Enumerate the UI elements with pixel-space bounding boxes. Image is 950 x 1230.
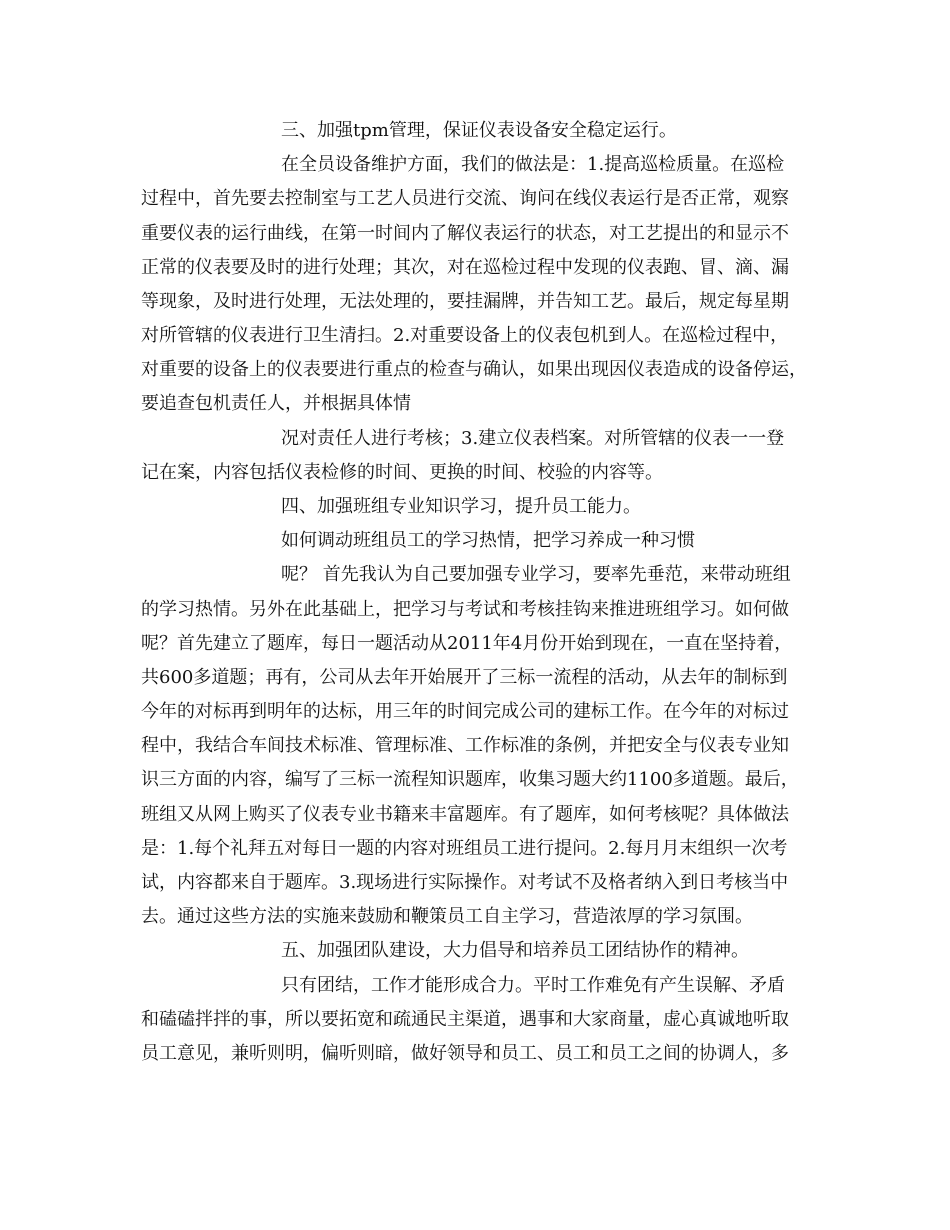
section-heading-tpm: 三、加强tpm管理，保证仪表设备安全稳定运行。: [281, 120, 677, 141]
paragraph-line: 共600多道题；再有，公司从去年开始展开了三标一流程的活动，从去年的制标到: [141, 667, 788, 688]
section-heading-learning: 四、加强班组专业知识学习，提升员工能力。: [281, 496, 641, 517]
paragraph-line: 识三方面的内容，编写了三标一流程知识题库，收集习题大约1100多道题。最后，: [141, 769, 799, 790]
paragraph-line: 程中，我结合车间技术标准、管理标准、工作标准的条例，并把安全与仪表专业知: [141, 735, 789, 756]
paragraph-line: 在全员设备维护方面，我们的做法是：1.提高巡检质量。在巡检: [281, 154, 785, 175]
paragraph-line: 是：1.每个礼拜五对每日一题的内容对班组员工进行提问。2.每月月末组织一次考: [141, 838, 788, 859]
paragraph-line: 去。通过这些方法的实施来鼓励和鞭策员工自主学习，营造浓厚的学习氛围。: [141, 906, 753, 927]
paragraph-line: 要追查包机责任人，并根据具体情: [141, 393, 411, 414]
paragraph-line: 对所管辖的仪表进行卫生清扫。2.对重要设备上的仪表包机到人。在巡检过程中，: [141, 325, 789, 346]
paragraph-line: 如何调动班组员工的学习热情，把学习养成一种习惯: [281, 530, 695, 551]
paragraph-line: 过程中，首先要去控制室与工艺人员进行交流、询问在线仪表运行是否正常，观察: [141, 188, 789, 209]
paragraph-line: 员工意见，兼听则明，偏听则暗，做好领导和员工、员工和员工之间的协调人，多: [141, 1043, 789, 1064]
paragraph-line: 记在案，内容包括仪表检修的时间、更换的时间、校验的内容等。: [141, 462, 663, 483]
paragraph-line: 和磕磕拌拌的事，所以要拓宽和疏通民主渠道，遇事和大家商量，虚心真诚地听取: [141, 1009, 789, 1030]
paragraph-line: 对重要的设备上的仪表要进行重点的检查与确认，如果出现因仪表造成的设备停运，: [141, 359, 807, 380]
paragraph-line: 呢？首先建立了题库，每日一题活动从2011年4月份开始到现在，一直在坚持着，: [141, 633, 793, 654]
paragraph-line: 等现象，及时进行处理，无法处理的，要挂漏牌，并告知工艺。最后，规定每星期: [141, 291, 789, 312]
paragraph-line: 的学习热情。另外在此基础上，把学习与考试和考核挂钩来推进班组学习。如何做: [141, 599, 789, 620]
paragraph-line: 况对责任人进行考核；3.建立仪表档案。对所管辖的仪表一一登: [281, 428, 785, 449]
paragraph-line: 班组又从网上购买了仪表专业书籍来丰富题库。有了题库，如何考核呢？具体做法: [141, 804, 789, 825]
paragraph-line: 今年的对标再到明年的达标，用三年的时间完成公司的建标工作。在今年的对标过: [141, 701, 789, 722]
paragraph-line: 呢？ 首先我认为自己要加强专业学习，要率先垂范，来带动班组: [281, 564, 791, 585]
paragraph-line: 重要仪表的运行曲线，在第一时间内了解仪表运行的状态，对工艺提出的和显示不: [141, 223, 789, 244]
paragraph-line: 正常的仪表要及时的进行处理；其次，对在巡检过程中发现的仪表跑、冒、滴、漏: [141, 257, 789, 278]
paragraph-line: 试，内容都来自于题库。3.现场进行实际操作。对考试不及格者纳入到日考核当中: [141, 872, 789, 893]
section-heading-teamwork: 五、加强团队建设，大力倡导和培养员工团结协作的精神。: [281, 940, 749, 961]
paragraph-line: 只有团结，工作才能形成合力。平时工作难免有产生误解、矛盾: [281, 975, 785, 996]
